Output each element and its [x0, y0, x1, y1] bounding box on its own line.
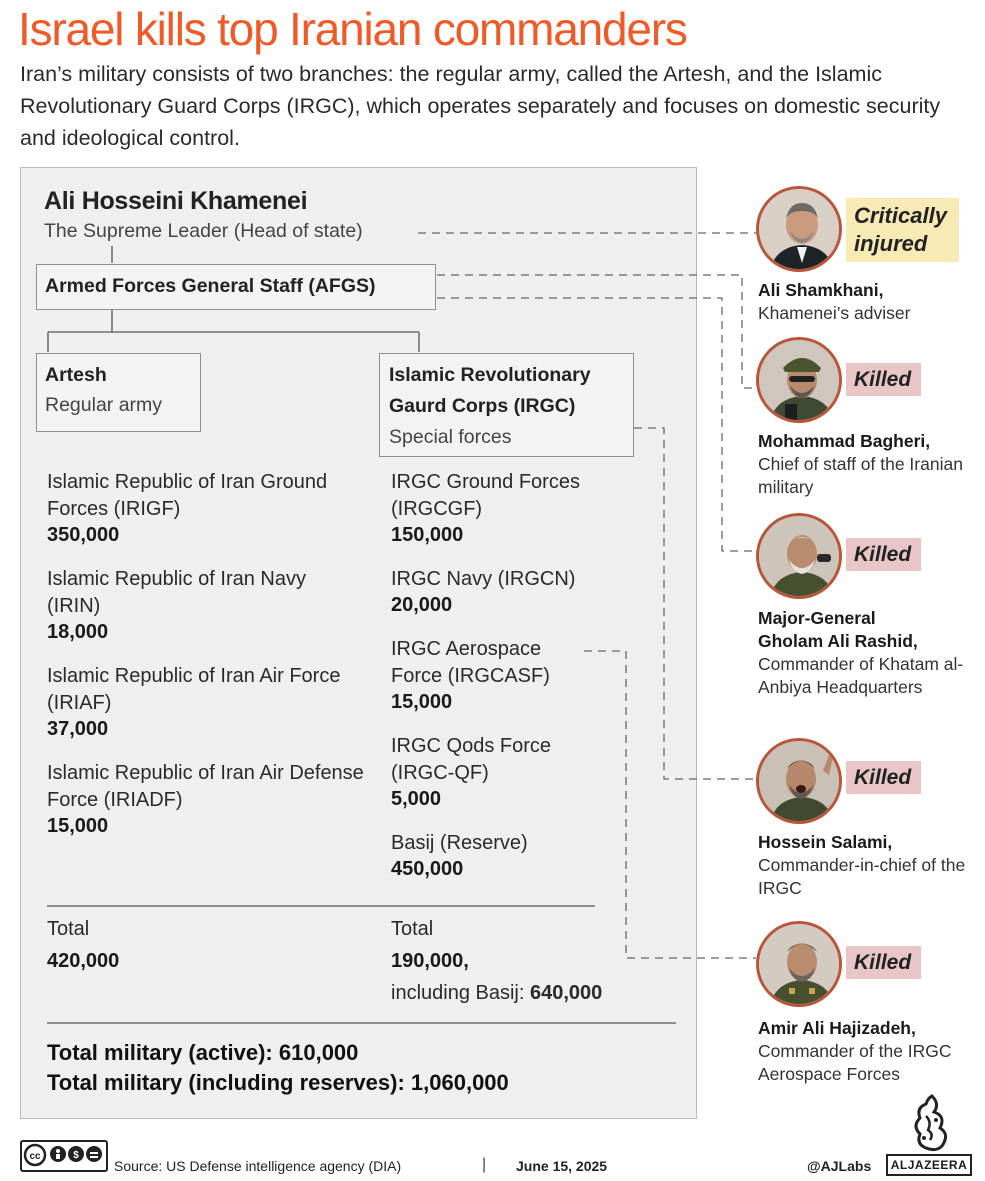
- irgc-total-value: 190,000,: [391, 950, 469, 972]
- person-hajizadeh: [758, 1017, 978, 1086]
- unit-name: Islamic Republic of Iran Air Force (IRIAF): [47, 665, 341, 714]
- status-badge-injured: [846, 198, 959, 262]
- intro-text: Iran’s military consists of two branches: the regular army, called the Artesh, and the Islamic Revolutionary Guard Corps (IRGC), which operates separately and focuses on domestic security and ideological control.: [20, 62, 941, 150]
- irgc-unit: [391, 733, 601, 811]
- person-bagheri: [758, 430, 978, 499]
- unit-value: 150,000: [391, 524, 464, 546]
- person-name: Mohammad Bagheri,: [758, 431, 931, 451]
- artesh-unit: [47, 566, 347, 644]
- person-name: Hossein Salami,: [758, 832, 893, 852]
- irgc-subtitle: Special forces: [389, 426, 512, 448]
- irgc-total-note-prefix: including Basij:: [391, 982, 530, 1004]
- artesh-title: Artesh: [45, 364, 107, 386]
- unit-value: 20,000: [391, 594, 453, 616]
- aerospace-to-hajizadeh-dash: [584, 651, 756, 958]
- status-line1: Critically: [854, 203, 947, 228]
- unit-value: 350,000: [47, 524, 120, 546]
- unit-value: 18,000: [47, 621, 109, 643]
- supreme-leader-name: Ali Hosseini Khamenei: [44, 187, 308, 215]
- source-note: Source: US Defense intelligence agency (DIA): [114, 1158, 402, 1174]
- grand-total-reserves: Total military (including reserves): 1,060,000: [47, 1070, 509, 1095]
- person-name-line2: Gholam Ali Rashid,: [758, 631, 918, 651]
- artesh-unit: [47, 469, 347, 547]
- unit-name: Islamic Republic of Iran Air Defense Force (IRIADF): [47, 762, 364, 811]
- unit-name: IRGC Qods Force (IRGC-QF): [391, 735, 552, 784]
- irgc-box: [379, 353, 634, 457]
- status-line2: injured: [854, 231, 928, 256]
- svg-text:$: $: [73, 1150, 79, 1161]
- irgc-title-line2: Gaurd Corps (IRGC): [389, 395, 576, 417]
- supreme-leader-role: The Supreme Leader (Head of state): [44, 220, 363, 242]
- artesh-unit: [47, 663, 347, 741]
- aljazeera-calligraphy: [906, 1094, 956, 1152]
- creative-commons-icon: [20, 1140, 108, 1172]
- svg-text:cc: cc: [29, 1151, 41, 1162]
- artesh-total-label: Total: [47, 918, 90, 940]
- unit-name: Islamic Republic of Iran Ground Forces (IRIGF): [47, 471, 328, 520]
- portrait-icon: [756, 513, 842, 599]
- status-badge-killed: Killed: [846, 761, 921, 794]
- artesh-total-value: 420,000: [47, 950, 120, 972]
- unit-value: 5,000: [391, 788, 442, 810]
- irgc-total-note: [391, 982, 602, 1005]
- person-desc: Commander of Khatam al-Anbiya Headquarters: [758, 654, 964, 697]
- unit-name: IRGC Aerospace Force (IRGCASF): [391, 638, 550, 687]
- irgc-unit: [391, 566, 641, 617]
- status-badge-killed: Killed: [846, 363, 921, 396]
- status-badge-killed: Killed: [846, 946, 921, 979]
- unit-name: IRGC Navy (IRGCN): [391, 568, 576, 590]
- ajlabs-handle: @AJLabs: [807, 1158, 872, 1174]
- footer-separator: |: [482, 1156, 487, 1173]
- unit-value: 37,000: [47, 718, 109, 740]
- irgc-unit: [391, 636, 591, 714]
- unit-name: Islamic Republic of Iran Navy (IRIN): [47, 568, 306, 617]
- person-shamkhani: [758, 279, 978, 325]
- page-title: Israel kills top Iranian commanders: [18, 3, 687, 55]
- publish-date: June 15, 2025: [516, 1158, 608, 1174]
- person-name-line1: Major-General: [758, 608, 876, 628]
- cc-license-glyphs: [22, 1142, 106, 1170]
- irgc-total-note-value: 640,000: [529, 982, 603, 1004]
- artesh-unit: [47, 760, 367, 838]
- aljazeera-logo-icon: [906, 1094, 956, 1152]
- aljazeera-wordmark: ALJAZEERA: [886, 1154, 972, 1176]
- status-badge-killed: Killed: [846, 538, 921, 571]
- person-name: Amir Ali Hajizadeh,: [758, 1018, 916, 1038]
- grand-total-active: Total military (active): 610,000: [47, 1040, 359, 1065]
- unit-name: IRGC Ground Forces (IRGCGF): [391, 471, 580, 520]
- person-desc: Commander of the IRGC Aerospace Forces: [758, 1041, 952, 1084]
- portrait-icon: [756, 337, 842, 423]
- unit-value: 15,000: [47, 815, 109, 837]
- artesh-subtitle: Regular army: [45, 394, 163, 416]
- person-rashid: [758, 607, 978, 699]
- irgc-title-line1: Islamic Revolutionary: [389, 364, 591, 386]
- afgs-box: [36, 264, 436, 310]
- artesh-box: [36, 353, 201, 432]
- afgs-label: Armed Forces General Staff (AFGS): [45, 275, 376, 297]
- person-salami: [758, 831, 978, 900]
- person-desc: Khamenei’s adviser: [758, 303, 911, 323]
- portrait-icon: [756, 738, 842, 824]
- portrait-icon: [756, 921, 842, 1007]
- unit-value: 450,000: [391, 858, 464, 880]
- unit-value: 15,000: [391, 691, 453, 713]
- person-name: Ali Shamkhani,: [758, 280, 884, 300]
- person-desc: Chief of staff of the Iranian military: [758, 454, 963, 497]
- irgc-to-salami-dash: [634, 428, 756, 779]
- person-desc: Commander-in-chief of the IRGC: [758, 855, 966, 898]
- irgc-unit: [391, 469, 641, 547]
- irgc-total-label: Total: [391, 918, 434, 940]
- unit-name: Basij (Reserve): [391, 832, 528, 854]
- irgc-unit: [391, 830, 641, 881]
- portrait-icon: [756, 186, 842, 272]
